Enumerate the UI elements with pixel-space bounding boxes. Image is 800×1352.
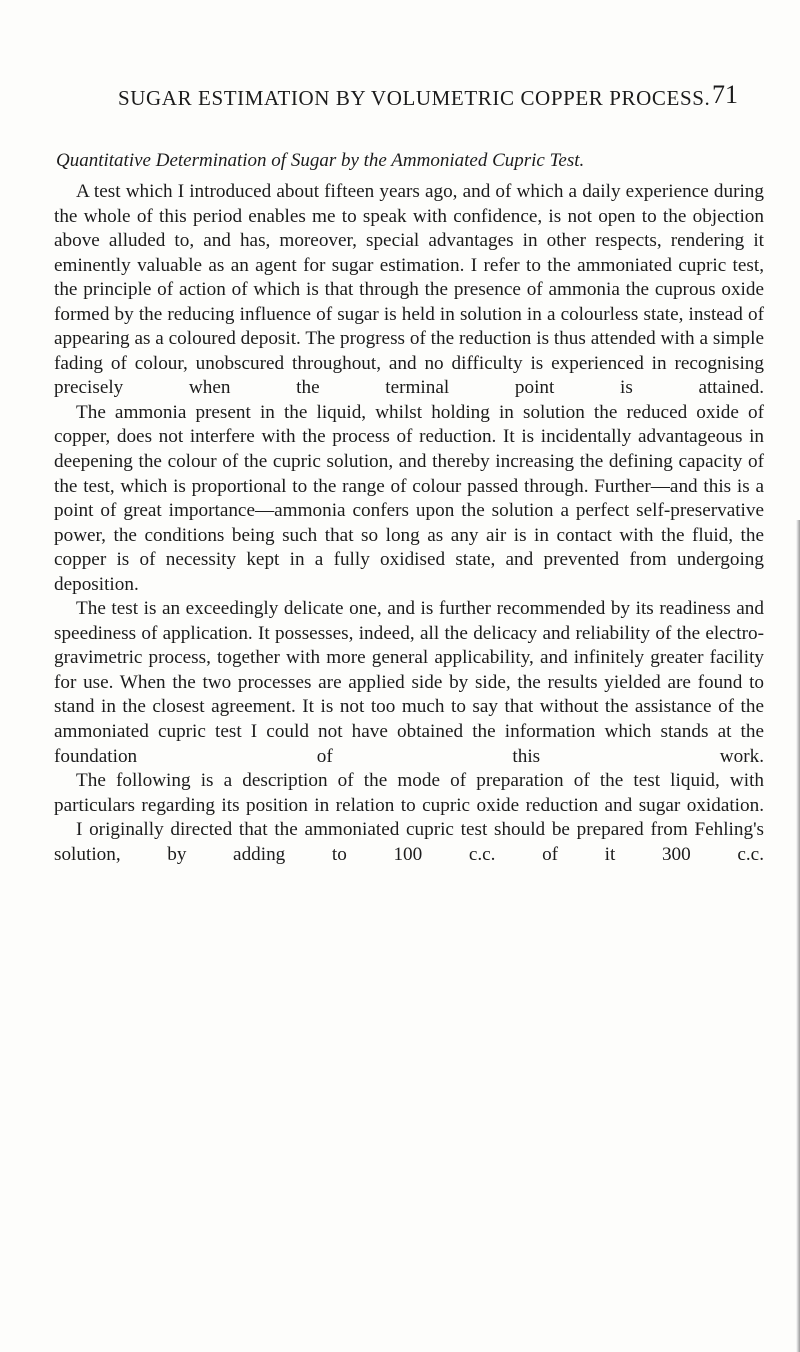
page-number: 71 — [712, 80, 738, 109]
body-text — [54, 180, 764, 867]
paragraph-4: The following is a description of the mode of preparation of the test liquid, with particulars regarding its position in relation to cupric oxide reduction and sugar oxidation. — [54, 770, 764, 816]
section-title: Quantitative Determination of Sugar by the Ammoniated Cupric Test. — [56, 150, 585, 171]
running-title: SUGAR ESTIMATION BY VOLUMETRIC COPPER PROCESS. — [118, 86, 711, 110]
running-head — [118, 80, 738, 118]
page-edge-shadow — [796, 520, 800, 1352]
paragraph-2: The ammonia present in the liquid, whilst holding in solution the reduced oxide of copper, does not interfere with the process of reduction. It is incidentally advantageous in deepening the colour of the cupric solution, and thereby increasing the defining capacity of the test, which is proportional to the range of colour passed through. Further—and this is a point of great importance—ammonia confers upon the solution a perfect self-preservative power, the conditions being such that so long as any air is in contact with the fluid, the copper is of necessity kept in a fully oxidised state, and prevented from undergoing deposition. — [54, 401, 764, 595]
paragraph-3: The test is an exceedingly delicate one, and is further recommended by its readiness and speediness of application. It possesses, indeed, all the delicacy and reliability of the electro-gravimetric process, together with more general applicability, and infinitely greater facility for use. When the two processes are applied side by side, the results yielded are found to stand in the closest agreement. It is not too much to say that without the assistance of the ammoniated cupric test I could not have obtained the information which stands at the foundation of this work. — [54, 598, 764, 767]
paragraph-5: I originally directed that the ammoniated cupric test should be prepared from Fehling's solution, by adding to 100 c.c. of it 300 c.c. — [54, 819, 764, 865]
paragraph-1: A test which I introduced about fifteen years ago, and of which a daily experience during the whole of this period enables me to speak with confidence, is not open to the objection above alluded to, and has, moreover, special advantages in other respects, rendering it eminently valuable as an agent for sugar estimation. I refer to the ammoniated cupric test, the principle of action of which is that through the presence of ammonia the cuprous oxide formed by the reducing influence of sugar is held in solution in a colourless state, instead of appearing as a coloured deposit. The progress of the reduction is thus attended with a simple fading of colour, unobscured throughout, and no difficulty is experienced in recognising precisely when the terminal point is attained. — [54, 181, 764, 399]
